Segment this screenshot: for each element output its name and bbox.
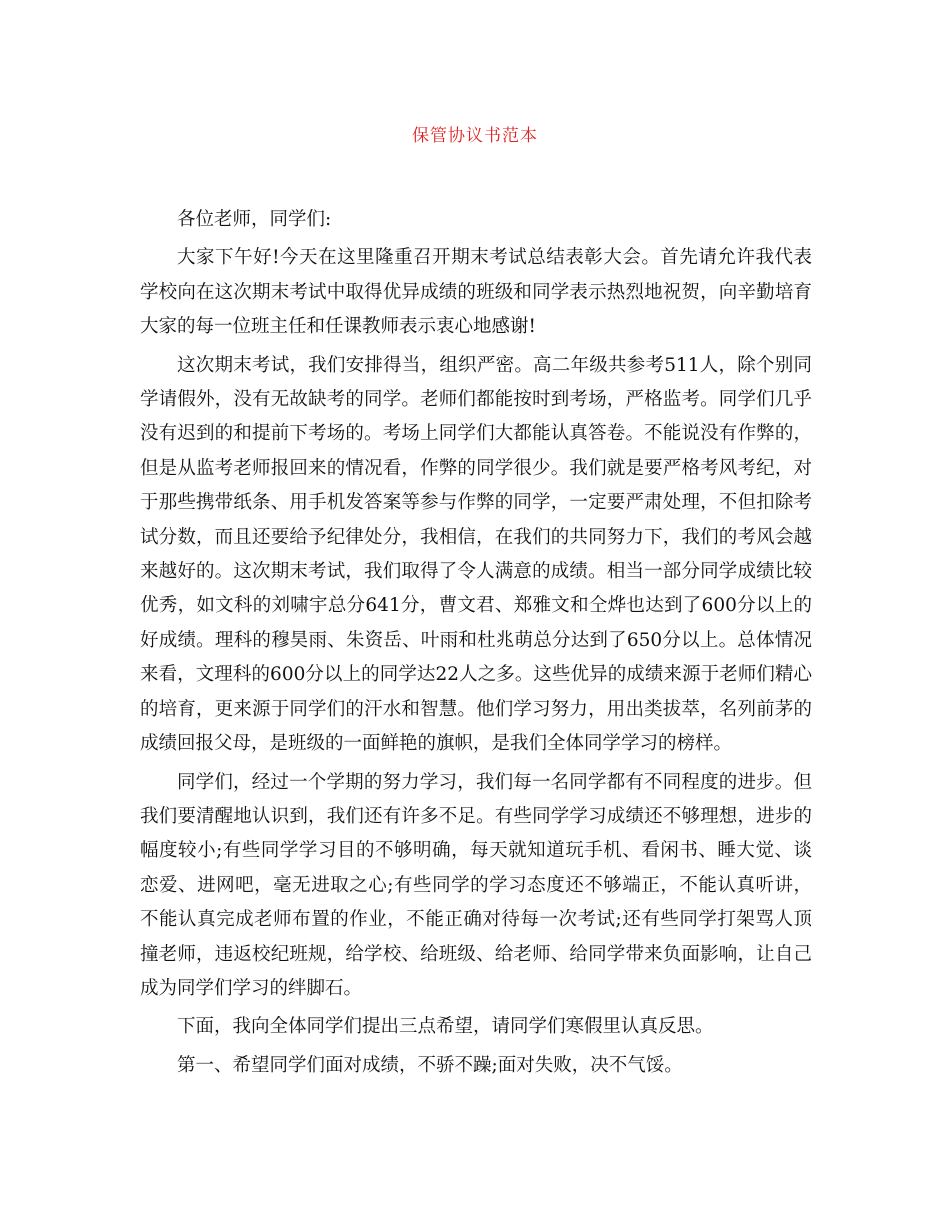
paragraph-shortcomings: 同学们，经过一个学期的努力学习，我们每一名同学都有不同程度的进步。但我们要清醒地认识到，我们还有许多不足。有些同学学习成绩还不够理想，进步的幅度较小;有些同学学习目的不够明确，每天就知道玩手机、看闲书、睡大觉、谈恋爱、进网吧，毫无进取之心;有些同学的学习态度还不够端正，不能认真听讲，不能认真完成老师布置的作业，不能正确对待每一次考试;还有些同学打架骂人顶撞老师，违返校纪班规，给学校、给班级、给老师、给同学带来负面影响，让自己成为同学们学习的绊脚石。	[140, 771, 812, 999]
paragraph-hopes-intro: 下面，我向全体同学们提出三点希望，请同学们寒假里认真反思。	[177, 1016, 714, 1038]
paragraph-greeting: 各位老师，同学们:	[177, 209, 332, 230]
paragraph-opening: 大家下午好!今天在这里隆重召开期末考试总结表彰大会。首先请允许我代表学校向在这次期末考试中取得优异成绩的班级和同学表示热烈地祝贺，向辛勤培育大家的每一位班主任和任课教师表示衷心地感谢!	[140, 247, 812, 338]
paragraph-exam-summary: 这次期末考试，我们安排得当，组织严密。高二年级共参考511人，除个别同学请假外，没有无故缺考的同学。老师们都能按时到考场，严格监考。同学们几乎没有迟到的和提前下考场的。考场上同学们大都能认真答卷。不能说没有作弊的，但是从监考老师报回来的情况看，作弊的同学很少。我们就是要严格考风考纪，对于那些携带纸条、用手机发答案等参与作弊的同学，一定要严肃处理，不但扣除考试分数，而且还要给予纪律处分，我相信，在我们的共同努力下，我们的考风会越来越好的。这次期末考试，我们取得了令人满意的成绩。相当一部分同学成绩比较优秀，如文科的刘啸宇总分641分，曹文君、郑雅文和仝烨也达到了600分以上的好成绩。理科的穆昊雨、朱资岳、叶雨和杜兆萌总分达到了650分以上。总体情况来看，文理科的600分以上的同学达22人之多。这些优异的成绩来源于老师们精心的培育，更来源于同学们的汗水和智慧。他们学习努力，用出类拔萃，名列前茅的成绩回报父母，是班级的一面鲜艳的旗帜，是我们全体同学学习的榜样。	[140, 354, 812, 755]
document-title: 保管协议书范本	[412, 126, 538, 146]
document-body	[140, 203, 812, 1087]
paragraph-hope-one: 第一、希望同学们面对成绩，不骄不躁;面对失败，决不气馁。	[177, 1054, 683, 1076]
